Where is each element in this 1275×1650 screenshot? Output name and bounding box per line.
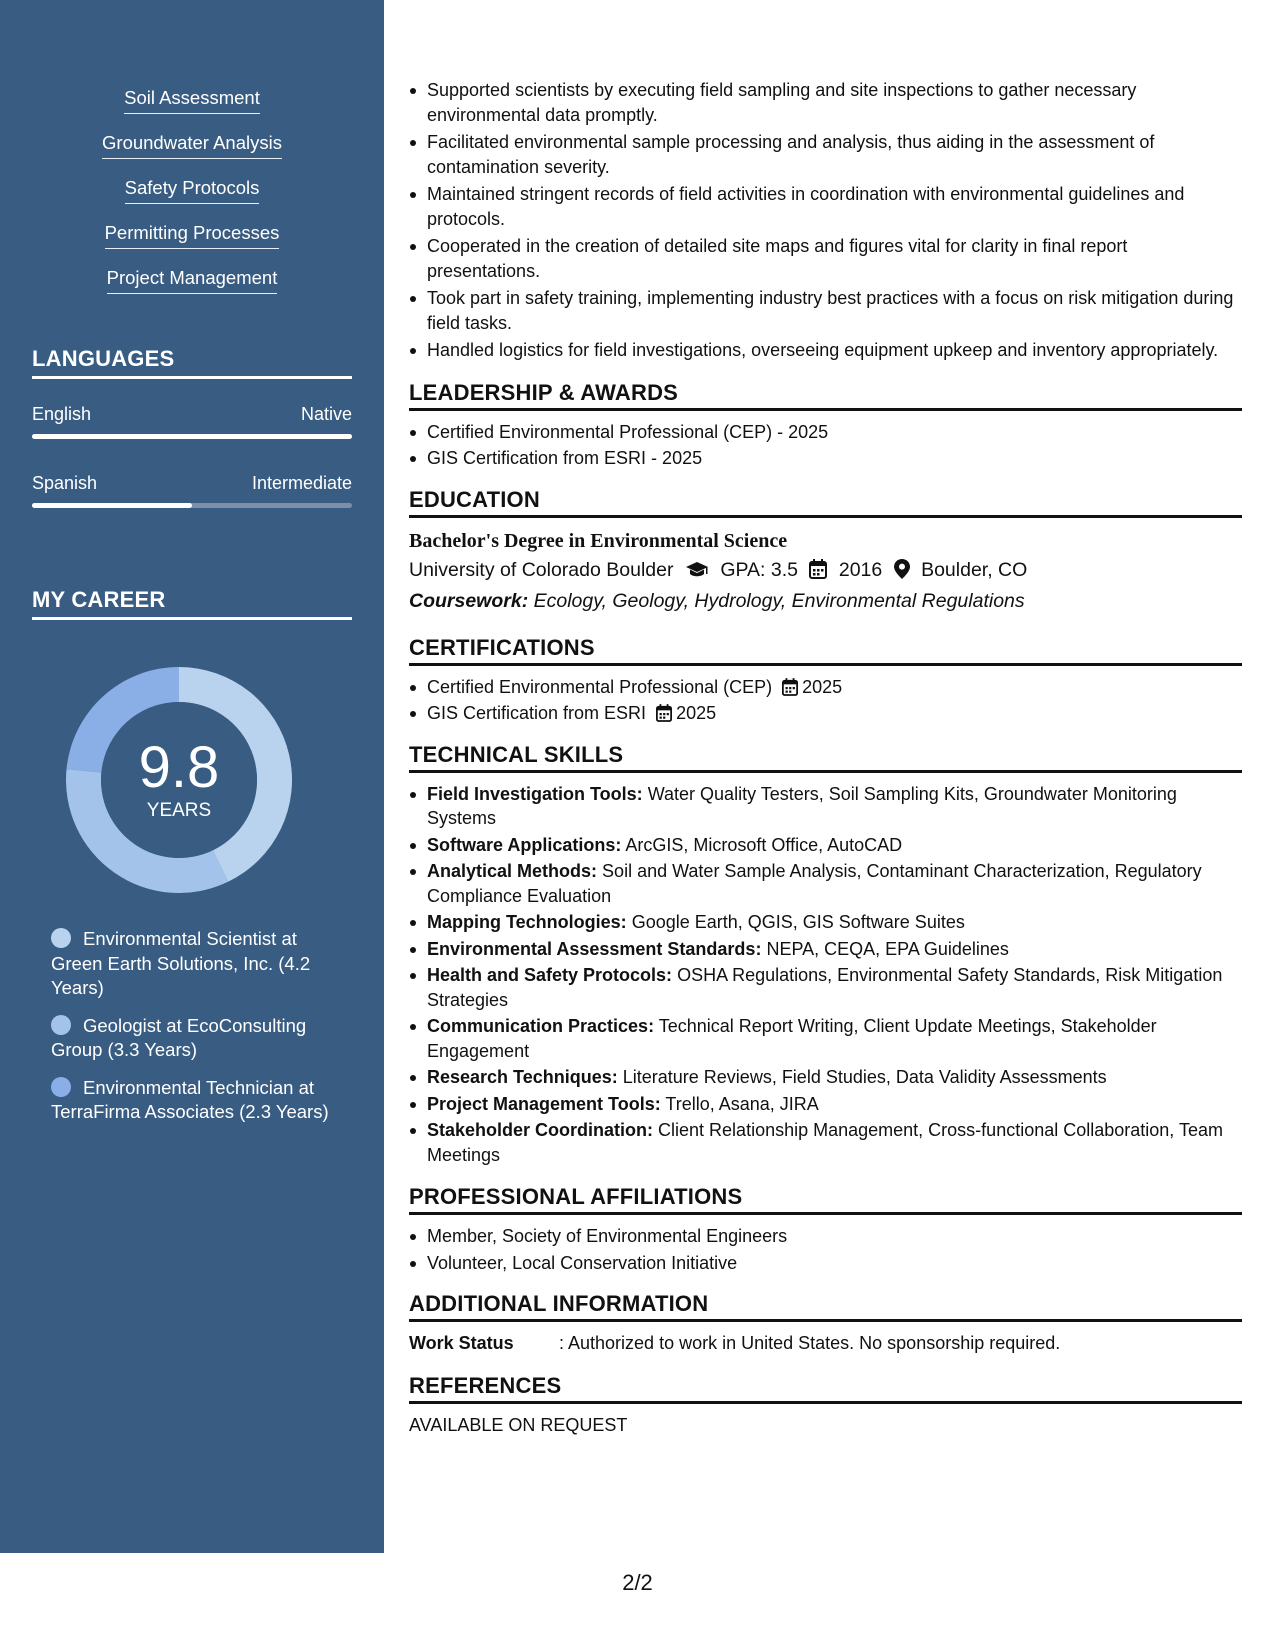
work-status-row (409, 1331, 1242, 1357)
award-item: GIS Certification from ESRI - 2025 (409, 446, 1242, 471)
affiliations-section (409, 1184, 1242, 1275)
skill-value: NEPA, CEQA, EPA Guidelines (766, 938, 1009, 959)
certification-name: GIS Certification from ESRI (427, 703, 647, 723)
page-number: 2/2 (622, 1570, 653, 1595)
skill-label: Field Investigation Tools: (427, 783, 643, 804)
graduation-year: 2016 (838, 558, 883, 581)
coursework (409, 586, 1242, 617)
skill-item: Permitting Processes (105, 221, 280, 249)
references-text: AVAILABLE ON REQUEST (409, 1415, 628, 1435)
affiliation-item: Volunteer, Local Conservation Initiative (409, 1251, 1242, 1276)
skill-value: Literature Reviews, Field Studies, Data Validity Assessments (622, 1067, 1107, 1087)
skill-value: Google Earth, QGIS, GIS Software Suites (631, 912, 965, 932)
technical-skill-item (409, 937, 1242, 962)
calendar-icon (809, 559, 827, 579)
career-legend-item (51, 1076, 331, 1125)
skill-item: Project Management (107, 266, 278, 294)
calendar-icon (782, 678, 798, 696)
language-bar-fill (32, 503, 192, 508)
section-title: REFERENCES (409, 1373, 1242, 1404)
section-title: LEADERSHIP & AWARDS (409, 380, 1242, 411)
technical-skill-item (409, 963, 1242, 1012)
award-item: Certified Environmental Professional (CEP) - 2025 (409, 420, 1242, 445)
skill-value: Technical Report Writing, Client Update Meetings, Stakeholder Engagement (427, 1016, 1157, 1061)
career-legend-label: Environmental Technician at TerraFirma Associates (2.3 Years) (51, 1076, 329, 1122)
technical-skill-item (409, 1092, 1242, 1117)
skill-label: Mapping Technologies: (427, 912, 627, 932)
skill-label: Health and Safety Protocols: (427, 965, 673, 985)
coursework-label: Coursework: (409, 589, 529, 612)
technical-skill-item (409, 910, 1242, 935)
certification-year: 2025 (802, 676, 843, 697)
technical-skill-item (409, 859, 1242, 908)
experience-bullets (409, 78, 1242, 363)
certifications-section (409, 635, 1242, 726)
coursework-value: Ecology, Geology, Hydrology, Environmental Regulations (533, 589, 1025, 612)
skill-value: OSHA Regulations, Environmental Safety Standards, Risk Mitigation Strategies (427, 965, 1223, 1010)
experience-bullet: Handled logistics for field investigations, overseeing equipment upkeep and inventory appropriately. (409, 338, 1242, 363)
skill-label: Software Applications: (427, 834, 622, 855)
career-total-unit: YEARS (146, 800, 212, 821)
language-bar (32, 434, 352, 439)
school-name: University of Colorado Boulder (409, 558, 674, 581)
references-section (409, 1373, 1242, 1437)
skill-value: Trello, Asana, JIRA (665, 1093, 819, 1114)
career-legend-item (51, 1014, 331, 1063)
languages-heading: LANGUAGES (32, 346, 352, 379)
gpa: GPA: 3.5 (720, 558, 798, 581)
experience-bullet: Supported scientists by executing field sampling and site inspections to gather necessary environmental data promptly. (409, 78, 1242, 127)
main-content (409, 78, 1242, 1437)
skill-item: Soil Assessment (124, 86, 260, 114)
section-title: PROFESSIONAL AFFILIATIONS (409, 1184, 1242, 1215)
education-details (409, 555, 1242, 586)
location-pin-icon (894, 559, 910, 579)
experience-bullet: Cooperated in the creation of detailed site maps and figures vital for clarity in final report presentations. (409, 234, 1242, 283)
language-level: Intermediate (251, 473, 352, 493)
section-title: EDUCATION (409, 487, 1242, 518)
skills-list (0, 86, 384, 311)
work-status-label: Work Status (409, 1333, 514, 1353)
career-legend-label: Environmental Scientist at Green Earth Solutions, Inc. (4.2 Years) (51, 928, 311, 998)
work-status-value: : Authorized to work in United States. No sponsorship required. (559, 1333, 1061, 1353)
skill-label: Research Techniques: (427, 1067, 618, 1087)
skill-value: Client Relationship Management, Cross-functional Collaboration, Team Meetings (427, 1120, 1223, 1165)
language-level: Native (300, 404, 352, 424)
section-title: TECHNICAL SKILLS (409, 742, 1242, 773)
certification-name: Certified Environmental Professional (CEP) (427, 676, 773, 697)
degree-title: Bachelor's Degree in Environmental Science (409, 529, 788, 552)
legend-dot-icon (51, 1015, 71, 1035)
technical-skill-item (409, 833, 1242, 858)
legend-dot-icon (51, 1077, 71, 1097)
certification-item (409, 675, 1242, 700)
skill-label: Communication Practices: (427, 1016, 655, 1036)
education-section (409, 487, 1242, 617)
leadership-section (409, 380, 1242, 471)
certification-item (409, 701, 1242, 726)
additional-info-section (409, 1291, 1242, 1357)
language-bar-fill (32, 434, 352, 439)
technical-skill-item (409, 1065, 1242, 1090)
skill-value: Water Quality Testers, Soil Sampling Kits, Groundwater Monitoring Systems (427, 783, 1177, 828)
technical-skill-item (409, 1118, 1242, 1167)
language-name: English (32, 404, 92, 424)
section-title: CERTIFICATIONS (409, 635, 1242, 666)
skill-label: Environmental Assessment Standards: (427, 938, 762, 959)
experience-bullet: Took part in safety training, implementing industry best practices with a focus on risk mitigation during field tasks. (409, 286, 1242, 335)
skill-item: Groundwater Analysis (102, 131, 282, 159)
skill-label: Project Management Tools: (427, 1093, 661, 1114)
technical-skills-section (409, 742, 1242, 1168)
section-title: ADDITIONAL INFORMATION (409, 1291, 1242, 1322)
career-heading: MY CAREER (32, 587, 352, 620)
career-legend (51, 927, 331, 1138)
career-total-years: 9.8 (138, 735, 220, 800)
skill-label: Stakeholder Coordination: (427, 1120, 654, 1140)
skill-value: ArcGIS, Microsoft Office, AutoCAD (625, 834, 903, 855)
calendar-icon (656, 704, 672, 722)
language-name: Spanish (32, 473, 98, 493)
sidebar (0, 0, 384, 1553)
technical-skill-item (409, 782, 1242, 831)
legend-dot-icon (51, 928, 71, 948)
language-bar (32, 503, 352, 508)
location: Boulder, CO (921, 558, 1028, 581)
skill-value: Soil and Water Sample Analysis, Contaminant Characterization, Regulatory Compliance Evaluation (427, 861, 1202, 906)
experience-bullet: Maintained stringent records of field activities in coordination with environmental guidelines and protocols. (409, 182, 1242, 231)
skill-item: Safety Protocols (125, 176, 260, 204)
career-legend-item (51, 927, 331, 1001)
affiliation-item: Member, Society of Environmental Engineers (409, 1224, 1242, 1249)
career-legend-label: Geologist at EcoConsulting Group (3.3 Years) (51, 1014, 307, 1060)
graduation-cap-icon (685, 561, 709, 579)
skill-label: Analytical Methods: (427, 861, 598, 881)
experience-bullet: Facilitated environmental sample processing and analysis, thus aiding in the assessment of contamination severity. (409, 130, 1242, 179)
technical-skill-item (409, 1014, 1242, 1063)
certification-year: 2025 (676, 703, 717, 723)
